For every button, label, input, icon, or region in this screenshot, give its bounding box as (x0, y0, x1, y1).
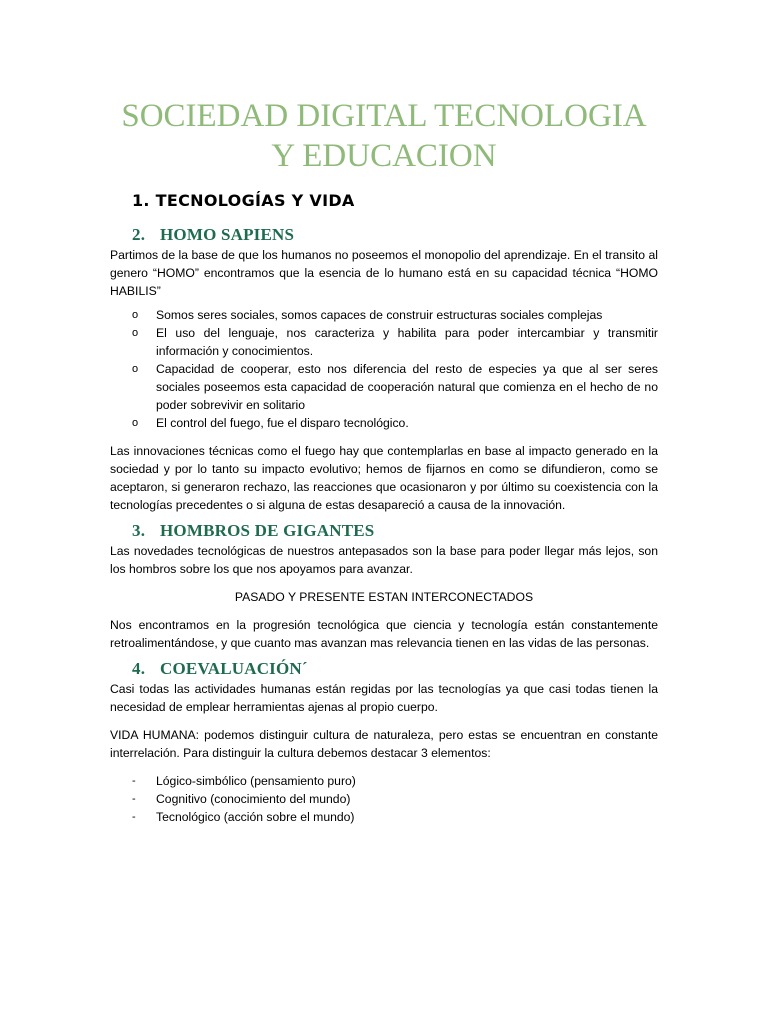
document-page (110, 96, 658, 826)
section-3-heading (132, 520, 658, 542)
list-item: - Cognitivo (conocimiento del mundo) (132, 792, 351, 806)
section-3-title: HOMBROS DE GIGANTES (160, 521, 375, 540)
section-2-bullet-list (110, 306, 658, 432)
section-3-number: 3. (132, 521, 146, 540)
dash-marker: - (132, 775, 136, 787)
section-4-paragraph-2: VIDA HUMANA: podemos distinguir cultura de naturaleza, pero estas se encuentran en constante interrelación. Para distinguir la cultura debemos destacar 3 elementos: (110, 728, 658, 760)
list-item: - Tecnológico (acción sobre el mundo) (132, 810, 355, 824)
section-2-closing: Las innovaciones técnicas como el fuego hay que contemplarlas en base al impacto generado en la sociedad y por lo tanto su impacto evolutivo; hemos de fijarnos en como se difundieron, como se aceptaron, si generaron rechazo, las reacciones que ocasionaron y por último su coexistencia con la tecnologías precedentes o si alguna de estas desapareció a causa de la innovación. (110, 444, 658, 512)
document-title (110, 96, 658, 176)
list-item: o Somos seres sociales, somos capaces de construir estructuras sociales complejas (132, 308, 603, 322)
section-4-intro: Casi todas las actividades humanas están regidas por las tecnologías ya que casi todas tienen la necesidad de emplear herramientas ajenas al propio cuerpo. (110, 682, 658, 714)
section-4-dash-list (110, 772, 658, 826)
section-3-center-line: PASADO Y PRESENTE ESTAN INTERCONECTADOS (234, 590, 534, 604)
section-4-number: 4. (132, 659, 146, 678)
dash-marker: - (132, 811, 136, 823)
list-item: o El uso del lenguaje, nos caracteriza y habilita para poder intercambiar y transmitir información y conocimientos. (132, 326, 658, 358)
list-item: - Lógico-simbólico (pensamiento puro) (132, 774, 356, 788)
bullet-marker: o (132, 327, 139, 339)
bullet-marker: o (132, 363, 139, 375)
bullet-marker: o (132, 417, 139, 429)
title-line-1: SOCIEDAD DIGITAL TECNOLOGIA (121, 98, 647, 134)
section-3-intro: Las novedades tecnológicas de nuestros antepasados son la base para poder llegar más lejos, son los hombros sobre los que nos apoyamos para avanzar. (110, 544, 658, 576)
bullet-marker: o (132, 309, 139, 321)
section-2-intro: Partimos de la base de que los humanos no poseemos el monopolio del aprendizaje. En el transito al genero “HOMO” encontramos que la esencia de lo humano está en su capacidad técnica “HOMO HABILIS” (110, 248, 658, 298)
list-item: o Capacidad de cooperar, esto nos diferencia del resto de especies ya que al ser seres sociales poseemos esta capacidad de cooperación natural que comienza en el hecho de no poder sobrevivir en solitario (132, 362, 658, 412)
dash-marker: - (132, 793, 136, 805)
section-4-heading (132, 658, 658, 680)
list-item: o El control del fuego, fue el disparo tecnológico. (132, 416, 409, 430)
section-2-title: HOMO SAPIENS (160, 225, 295, 244)
section-1-heading: 1. TECNOLOGÍAS Y VIDA (132, 191, 355, 210)
section-2-number: 2. (132, 225, 146, 244)
section-2-heading (132, 224, 658, 246)
section-4-title: COEVALUACIÓN´ (160, 659, 308, 678)
title-line-2: Y EDUCACION (271, 138, 497, 174)
section-3-closing: Nos encontramos en la progresión tecnológica que ciencia y tecnología están constantemente retroalimentándose, y que cuanto mas avanzan mas relevancia tienen en las vidas de las personas. (110, 618, 658, 650)
